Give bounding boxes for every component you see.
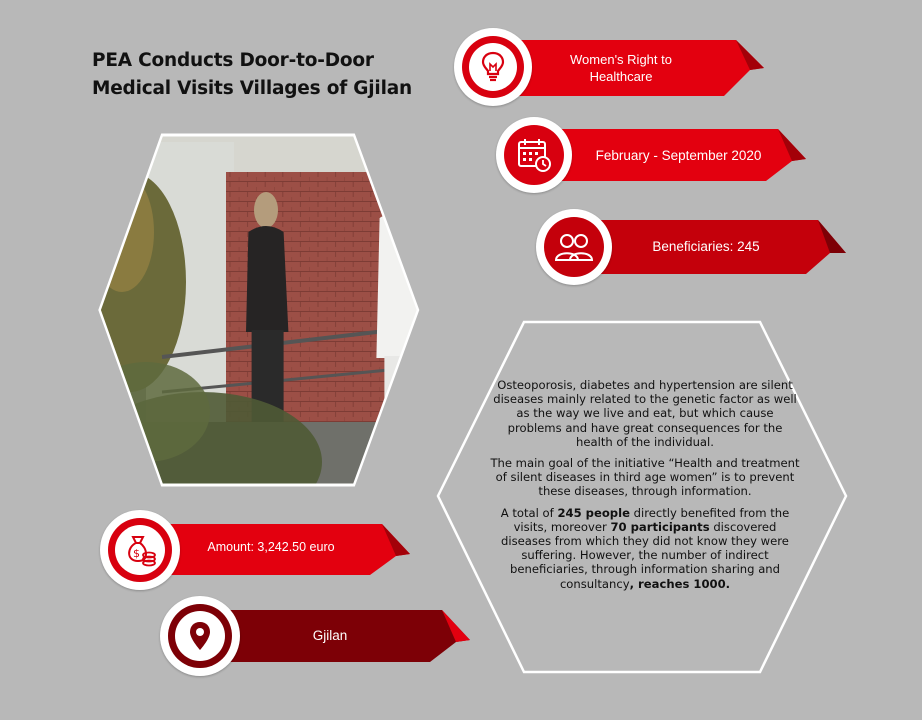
amount-label: Amount: 3,242.50 euro [207, 540, 335, 554]
title-line-2: Medical Visits Villages of Gjilan [92, 78, 412, 99]
page-title [92, 47, 452, 103]
beneficiaries-label: Beneficiaries: 245 [652, 239, 760, 254]
text-segment: A total of [500, 505, 558, 520]
period-badge [496, 117, 572, 193]
text-segment: directly benefited from the visits, moreover [513, 505, 790, 534]
svg-text:$: $ [133, 547, 140, 560]
amount-badge [100, 510, 180, 590]
highlight-people: 245 people [557, 505, 630, 520]
location-badge [160, 596, 240, 676]
topic-badge [454, 28, 532, 106]
highlight-participants: 70 participants [610, 519, 710, 534]
period-banner [496, 115, 808, 195]
description-paragraph-3 [490, 506, 800, 591]
description-text [490, 378, 800, 598]
title-line-1: PEA Conducts Door-to-Door [92, 50, 374, 71]
location-label: Gjilan [312, 628, 348, 643]
people-icon [554, 232, 594, 262]
amount-banner [100, 508, 412, 590]
calendar-clock-icon [516, 137, 552, 173]
text-segment: discovered diseases from which they did not know they were suffering. However, the number of indirect beneficiaries, through information sharing and consultancy [501, 519, 789, 591]
highlight-reach: , reaches 1000. [629, 576, 731, 591]
period-label: February - September 2020 [595, 148, 762, 163]
lightbulb-icon [478, 49, 508, 83]
beneficiaries-banner [536, 205, 848, 285]
money-bag-icon [123, 533, 157, 567]
location-banner [160, 594, 472, 676]
topic-label: Women's Right to Healthcare [570, 52, 672, 84]
description-paragraph-1: Osteoporosis, diabetes and hypertension are silent diseases mainly related to the genetic factor as well as the way we live and eat, but which cause problems and have great consequences for the health of the individual. [493, 378, 797, 449]
hexagon-photo [98, 132, 420, 490]
topic-banner [454, 26, 766, 108]
beneficiaries-badge [536, 209, 612, 285]
description-paragraph-2: The main goal of the initiative “Health and treatment of silent diseases in third age women” is to prevent these diseases, through information. [490, 456, 800, 499]
map-pin-icon [188, 620, 212, 652]
